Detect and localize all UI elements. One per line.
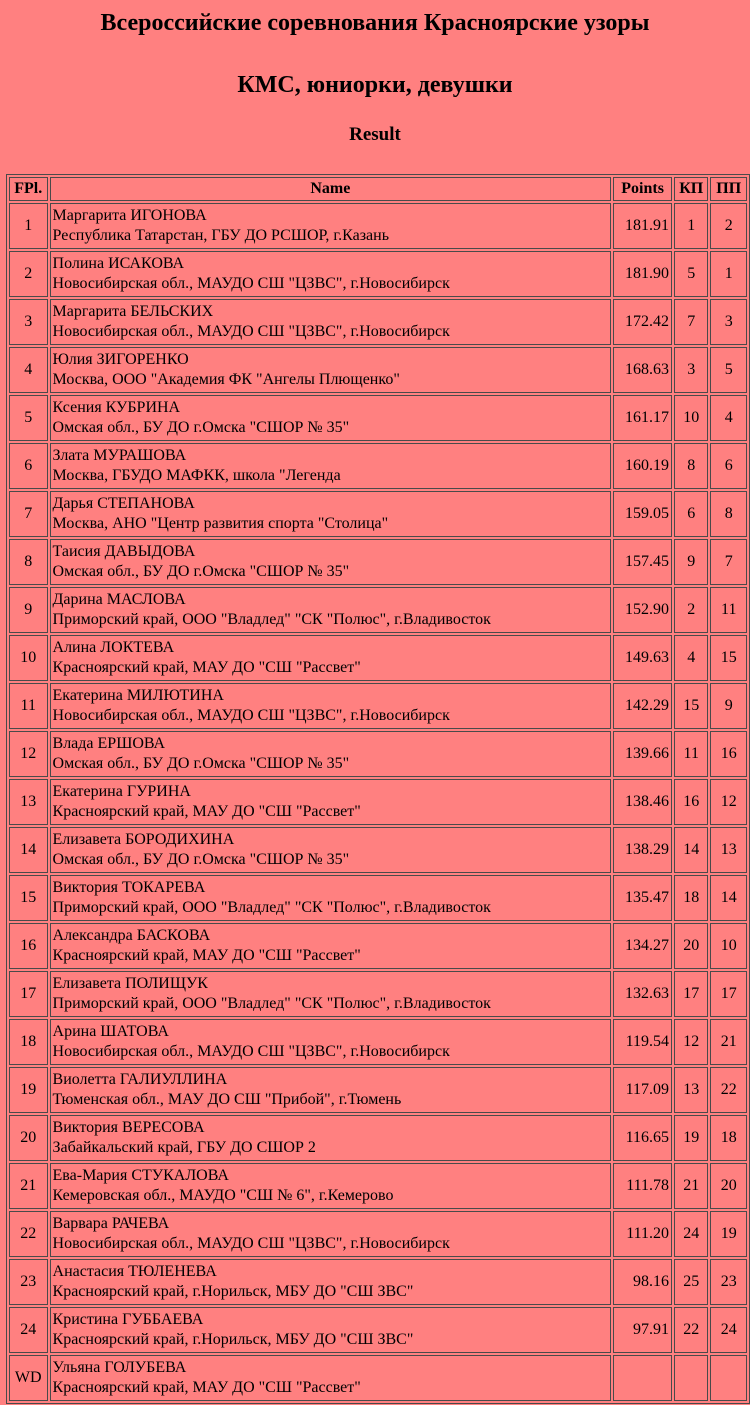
athlete-club: Забайкальский край, ГБУ ДО СШОР 2 (52, 1139, 316, 1156)
place-cell: 24 (9, 1307, 48, 1353)
athlete-cell (50, 827, 612, 873)
place-cell: 15 (9, 875, 48, 921)
points-cell (613, 1355, 672, 1401)
short-program-place-cell: 18 (674, 875, 708, 921)
points-cell: 139.66 (613, 731, 672, 777)
short-program-place-cell: 8 (674, 443, 708, 489)
free-program-place-cell: 5 (710, 347, 747, 393)
athlete-cell (50, 971, 612, 1017)
athlete-cell (50, 731, 612, 777)
free-program-place-cell: 6 (710, 443, 747, 489)
free-program-place-cell: 13 (710, 827, 747, 873)
table-row (9, 779, 747, 825)
points-cell: 181.91 (613, 203, 672, 249)
points-cell: 132.63 (613, 971, 672, 1017)
short-program-place-cell: 24 (674, 1211, 708, 1257)
short-program-place-cell: 1 (674, 203, 708, 249)
result-subtitle: Result (349, 124, 401, 145)
short-program-place-cell: 12 (674, 1019, 708, 1065)
results-body (9, 203, 747, 1401)
athlete-club: Новосибирская обл., МАУДО СШ "ЦЗВС", г.Новосибирск (52, 323, 450, 340)
place-cell: 21 (9, 1163, 48, 1209)
table-row (9, 683, 747, 729)
points-cell: 117.09 (613, 1067, 672, 1113)
place-cell: 13 (9, 779, 48, 825)
athlete-club: Новосибирская обл., МАУДО СШ "ЦЗВС", г.Новосибирск (52, 707, 450, 724)
points-cell: 135.47 (613, 875, 672, 921)
short-program-place-cell: 9 (674, 539, 708, 585)
athlete-name: Анастасия ТЮЛЕНЕВА (52, 1263, 217, 1280)
athlete-name: Екатерина ГУРИНА (52, 783, 191, 800)
place-cell: 2 (9, 251, 48, 297)
athlete-cell (50, 203, 612, 249)
athlete-cell (50, 1307, 612, 1353)
points-cell: 157.45 (613, 539, 672, 585)
athlete-club: Кемеровская обл., МАУДО "СШ № 6", г.Кемерово (52, 1187, 394, 1204)
table-row (9, 875, 747, 921)
free-program-place-cell: 24 (710, 1307, 747, 1353)
athlete-club: Омская обл., БУ ДО г.Омска "СШОР № 35" (52, 755, 350, 772)
place-cell: 23 (9, 1259, 48, 1305)
short-program-place-cell: 3 (674, 347, 708, 393)
results-table (6, 174, 750, 1404)
table-row (9, 1259, 747, 1305)
athlete-club: Красноярский край, г.Норильск, МБУ ДО "СШ ЗВС" (52, 1283, 414, 1300)
free-program-place-cell: 11 (710, 587, 747, 633)
athlete-club: Красноярский край, г.Норильск, МБУ ДО "СШ ЗВС" (52, 1331, 414, 1348)
place-cell: 3 (9, 299, 48, 345)
free-program-place-cell: 1 (710, 251, 747, 297)
athlete-cell (50, 347, 612, 393)
short-program-place-cell: 15 (674, 683, 708, 729)
athlete-cell (50, 587, 612, 633)
table-row (9, 299, 747, 345)
athlete-name: Варвара РАЧЕВА (52, 1215, 170, 1232)
place-cell: 4 (9, 347, 48, 393)
points-cell: 134.27 (613, 923, 672, 969)
athlete-cell (50, 491, 612, 537)
athlete-club: Красноярский край, МАУ ДО "СШ "Рассвет" (52, 803, 361, 820)
athlete-club: Москва, ООО "Академия ФК "Ангелы Плющенко" (52, 371, 400, 388)
table-row (9, 395, 747, 441)
points-cell: 152.90 (613, 587, 672, 633)
athlete-name: Елизавета БОРОДИХИНА (52, 831, 235, 848)
free-program-place-cell: 20 (710, 1163, 747, 1209)
free-program-place-cell: 12 (710, 779, 747, 825)
free-program-place-cell: 16 (710, 731, 747, 777)
place-cell: 14 (9, 827, 48, 873)
table-row (9, 1307, 747, 1353)
short-program-place-cell: 4 (674, 635, 708, 681)
points-cell: 181.90 (613, 251, 672, 297)
athlete-name: Юлия ЗИГОРЕНКО (52, 351, 189, 368)
column-header-points: Points (613, 177, 672, 201)
short-program-place-cell: 6 (674, 491, 708, 537)
short-program-place-cell: 17 (674, 971, 708, 1017)
athlete-club: Москва, ГБУДО МАФКК, школа "Легенда (52, 467, 341, 484)
athlete-cell (50, 443, 612, 489)
table-row (9, 971, 747, 1017)
points-cell: 149.63 (613, 635, 672, 681)
free-program-place-cell: 19 (710, 1211, 747, 1257)
place-cell: 19 (9, 1067, 48, 1113)
free-program-place-cell: 3 (710, 299, 747, 345)
athlete-name: Александра БАСКОВА (52, 927, 211, 944)
athlete-cell (50, 1115, 612, 1161)
short-program-place-cell: 21 (674, 1163, 708, 1209)
points-cell: 111.20 (613, 1211, 672, 1257)
athlete-name: Дарина МАСЛОВА (52, 591, 186, 608)
free-program-place-cell: 2 (710, 203, 747, 249)
athlete-cell (50, 1211, 612, 1257)
place-cell: 9 (9, 587, 48, 633)
athlete-cell (50, 683, 612, 729)
athlete-name: Маргарита БЕЛЬСКИХ (52, 303, 214, 320)
athlete-cell (50, 539, 612, 585)
table-row (9, 1019, 747, 1065)
points-cell: 111.78 (613, 1163, 672, 1209)
athlete-name: Маргарита ИГОНОВА (52, 207, 207, 224)
table-row (9, 1211, 747, 1257)
points-cell: 119.54 (613, 1019, 672, 1065)
free-program-place-cell: 10 (710, 923, 747, 969)
athlete-cell (50, 1163, 612, 1209)
short-program-place-cell: 2 (674, 587, 708, 633)
athlete-club: Омская обл., БУ ДО г.Омска "СШОР № 35" (52, 419, 350, 436)
athlete-name: Ева-Мария СТУКАЛОВА (52, 1167, 229, 1184)
free-program-place-cell: 18 (710, 1115, 747, 1161)
points-cell: 159.05 (613, 491, 672, 537)
table-row (9, 443, 747, 489)
athlete-cell (50, 635, 612, 681)
table-row (9, 731, 747, 777)
athlete-club: Омская обл., БУ ДО г.Омска "СШОР № 35" (52, 851, 350, 868)
free-program-place-cell: 7 (710, 539, 747, 585)
athlete-cell (50, 1259, 612, 1305)
place-cell: WD (9, 1355, 48, 1401)
athlete-club: Тюменская обл., МАУ ДО СШ "Прибой", г.Тюмень (52, 1091, 402, 1108)
athlete-club: Омская обл., БУ ДО г.Омска "СШОР № 35" (52, 563, 350, 580)
athlete-club: Приморский край, ООО "Владлед" "СК "Полюс", г.Владивосток (52, 899, 491, 916)
table-row (9, 491, 747, 537)
athlete-name: Ульяна ГОЛУБЕВА (52, 1359, 187, 1376)
athlete-club: Красноярский край, МАУ ДО "СШ "Рассвет" (52, 1379, 361, 1396)
free-program-place-cell: 4 (710, 395, 747, 441)
short-program-place-cell: 7 (674, 299, 708, 345)
place-cell: 12 (9, 731, 48, 777)
table-row (9, 539, 747, 585)
points-cell: 160.19 (613, 443, 672, 489)
header-row (9, 177, 747, 201)
place-cell: 10 (9, 635, 48, 681)
athlete-name: Виктория ТОКАРЕВА (52, 879, 206, 896)
place-cell: 1 (9, 203, 48, 249)
short-program-place-cell: 20 (674, 923, 708, 969)
athlete-name: Виктория ВЕРЕСОВА (52, 1119, 205, 1136)
athlete-name: Арина ШАТОВА (52, 1023, 169, 1040)
athlete-club: Красноярский край, МАУ ДО "СШ "Рассвет" (52, 947, 361, 964)
short-program-place-cell: 22 (674, 1307, 708, 1353)
short-program-place-cell: 14 (674, 827, 708, 873)
category-title: КМС, юниорки, девушки (237, 72, 513, 98)
table-row (9, 1115, 747, 1161)
place-cell: 11 (9, 683, 48, 729)
athlete-cell (50, 875, 612, 921)
athlete-name: Екатерина МИЛЮТИНА (52, 687, 224, 704)
place-cell: 5 (9, 395, 48, 441)
column-header-name: Name (50, 177, 612, 201)
place-cell: 7 (9, 491, 48, 537)
free-program-place-cell: 23 (710, 1259, 747, 1305)
free-program-place-cell: 8 (710, 491, 747, 537)
points-cell: 172.42 (613, 299, 672, 345)
short-program-place-cell: 13 (674, 1067, 708, 1113)
place-cell: 8 (9, 539, 48, 585)
free-program-place-cell: 15 (710, 635, 747, 681)
athlete-name: Злата МУРАШОВА (52, 447, 187, 464)
athlete-cell (50, 299, 612, 345)
table-row (9, 923, 747, 969)
athlete-club: Приморский край, ООО "Владлед" "СК "Полюс", г.Владивосток (52, 995, 491, 1012)
place-cell: 17 (9, 971, 48, 1017)
athlete-cell (50, 251, 612, 297)
short-program-place-cell: 11 (674, 731, 708, 777)
athlete-club: Новосибирская обл., МАУДО СШ "ЦЗВС", г.Новосибирск (52, 275, 450, 292)
athlete-club: Новосибирская обл., МАУДО СШ "ЦЗВС", г.Новосибирск (52, 1235, 450, 1252)
page-title: Всероссийские соревнования Красноярские узоры (100, 10, 650, 36)
athlete-name: Влада ЕРШОВА (52, 735, 166, 752)
athlete-club: Приморский край, ООО "Владлед" "СК "Полюс", г.Владивосток (52, 611, 491, 628)
athlete-cell (50, 395, 612, 441)
athlete-club: Красноярский край, МАУ ДО "СШ "Рассвет" (52, 659, 361, 676)
free-program-place-cell: 14 (710, 875, 747, 921)
column-header-free-program: ПП (710, 177, 747, 201)
table-row (9, 251, 747, 297)
points-cell: 116.65 (613, 1115, 672, 1161)
athlete-cell (50, 1067, 612, 1113)
table-row (9, 635, 747, 681)
athlete-name: Таисия ДАВЫДОВА (52, 543, 196, 560)
table-row (9, 203, 747, 249)
points-cell: 97.91 (613, 1307, 672, 1353)
place-cell: 16 (9, 923, 48, 969)
table-row (9, 827, 747, 873)
free-program-place-cell (710, 1355, 747, 1401)
table-row (9, 587, 747, 633)
athlete-name: Алина ЛОКТЕВА (52, 639, 175, 656)
short-program-place-cell (674, 1355, 708, 1401)
short-program-place-cell: 25 (674, 1259, 708, 1305)
table-row (9, 1067, 747, 1113)
athlete-cell (50, 1355, 612, 1401)
short-program-place-cell: 5 (674, 251, 708, 297)
athlete-cell (50, 1019, 612, 1065)
points-cell: 98.16 (613, 1259, 672, 1305)
table-row (9, 1355, 747, 1401)
place-cell: 18 (9, 1019, 48, 1065)
column-header-short-program: КП (674, 177, 708, 201)
athlete-club: Республика Татарстан, ГБУ ДО РСШОР, г.Казань (52, 227, 390, 244)
athlete-name: Виолетта ГАЛИУЛЛИНА (52, 1071, 228, 1088)
place-cell: 20 (9, 1115, 48, 1161)
athlete-club: Москва, АНО "Центр развития спорта "Столица" (52, 515, 389, 532)
free-program-place-cell: 21 (710, 1019, 747, 1065)
points-cell: 168.63 (613, 347, 672, 393)
points-cell: 161.17 (613, 395, 672, 441)
athlete-name: Кристина ГУББАЕВА (52, 1311, 204, 1328)
short-program-place-cell: 16 (674, 779, 708, 825)
athlete-cell (50, 779, 612, 825)
place-cell: 22 (9, 1211, 48, 1257)
column-header-place: FPl. (9, 177, 48, 201)
athlete-club: Новосибирская обл., МАУДО СШ "ЦЗВС", г.Новосибирск (52, 1043, 450, 1060)
points-cell: 138.46 (613, 779, 672, 825)
athlete-name: Ксения КУБРИНА (52, 399, 181, 416)
points-cell: 142.29 (613, 683, 672, 729)
place-cell: 6 (9, 443, 48, 489)
free-program-place-cell: 22 (710, 1067, 747, 1113)
free-program-place-cell: 17 (710, 971, 747, 1017)
table-row (9, 347, 747, 393)
free-program-place-cell: 9 (710, 683, 747, 729)
athlete-cell (50, 923, 612, 969)
short-program-place-cell: 19 (674, 1115, 708, 1161)
table-row (9, 1163, 747, 1209)
short-program-place-cell: 10 (674, 395, 708, 441)
points-cell: 138.29 (613, 827, 672, 873)
athlete-name: Полина ИСАКОВА (52, 255, 185, 272)
athlete-name: Дарья СТЕПАНОВА (52, 495, 195, 512)
athlete-name: Елизавета ПОЛИЩУК (52, 975, 208, 992)
